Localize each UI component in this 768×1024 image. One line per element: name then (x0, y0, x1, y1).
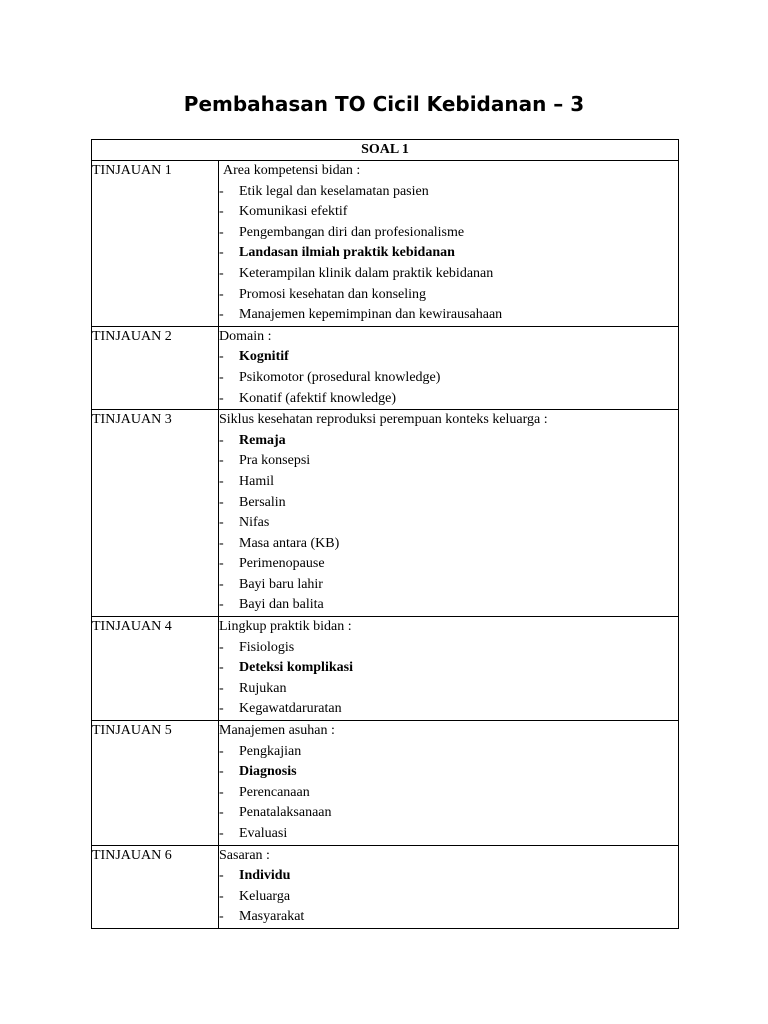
tinjauan-content (219, 410, 679, 617)
list-item-text: Bayi baru lahir (239, 576, 323, 592)
list-item (219, 264, 678, 285)
tinjauan-content (219, 326, 679, 409)
dash-bullet-icon: - (219, 888, 224, 904)
dash-bullet-icon: - (219, 556, 224, 572)
list-item (219, 472, 678, 493)
list-item-answer (219, 347, 678, 368)
dash-bullet-icon: - (219, 576, 224, 592)
list-item-text: Pra konsepsi (239, 453, 311, 469)
section-heading: Siklus kesehatan reproduksi perempuan konteks keluarga : (219, 412, 548, 428)
tinjauan-label: TINJAUAN 1 (92, 161, 219, 327)
list-item-text: Landasan ilmiah praktik kebidanan (239, 245, 455, 261)
dash-bullet-icon: - (219, 805, 224, 821)
dash-bullet-icon: - (219, 224, 224, 240)
list-item-answer (219, 243, 678, 264)
tinjauan-content (219, 161, 679, 327)
list-item-text: Masa antara (KB) (239, 535, 340, 551)
list-item-text: Perencanaan (239, 784, 310, 800)
list-item (219, 389, 678, 410)
list-item-text: Deteksi komplikasi (239, 660, 353, 676)
list-item-text: Individu (239, 868, 291, 884)
list-item-answer (219, 866, 678, 887)
table-row (92, 721, 679, 846)
list-item (219, 679, 678, 700)
dash-bullet-icon: - (219, 265, 224, 281)
list-item (219, 803, 678, 824)
dash-bullet-icon: - (219, 826, 224, 841)
table-header: SOAL 1 (92, 140, 679, 161)
list-item-text: Kegawatdaruratan (239, 701, 342, 717)
list-item (219, 202, 678, 223)
list-item-text: Bersalin (239, 494, 286, 510)
dash-bullet-icon: - (219, 535, 224, 551)
dash-bullet-icon: - (219, 349, 224, 365)
dash-bullet-icon: - (219, 286, 224, 302)
list-item-text: Pengembangan diri dan profesionalisme (239, 224, 465, 240)
section-heading: Lingkup praktik bidan : (219, 619, 352, 635)
dash-bullet-icon: - (219, 307, 224, 323)
dash-bullet-icon: - (219, 453, 224, 469)
item-list (219, 182, 678, 326)
list-item (219, 223, 678, 244)
list-item-text: Rujukan (239, 680, 287, 696)
list-item-text: Keterampilan klinik dalam praktik kebidanan (239, 265, 494, 281)
table-row (92, 410, 679, 617)
tinjauan-content (219, 721, 679, 846)
dash-bullet-icon: - (219, 245, 224, 261)
list-item (219, 783, 678, 804)
dash-bullet-icon: - (219, 743, 224, 759)
list-item-text: Diagnosis (239, 764, 297, 780)
list-item-text: Penatalaksanaan (239, 805, 332, 821)
dash-bullet-icon: - (219, 204, 224, 220)
section-heading: Domain : (219, 328, 272, 344)
table-body (92, 161, 679, 929)
tinjauan-label: TINJAUAN 2 (92, 326, 219, 409)
table-row (92, 161, 679, 327)
page-title: Pembahasan TO Cicil Kebidanan – 3 (183, 92, 585, 116)
dash-bullet-icon: - (219, 494, 224, 510)
tinjauan-content (219, 845, 679, 928)
list-item-text: Evaluasi (239, 826, 288, 841)
list-item (219, 554, 678, 575)
list-item-text: Promosi kesehatan dan konseling (239, 286, 427, 302)
list-item (219, 907, 678, 928)
tinjauan-label: TINJAUAN 5 (92, 721, 219, 846)
dash-bullet-icon: - (219, 183, 224, 199)
item-list (219, 431, 678, 616)
list-item (219, 575, 678, 596)
table-row (92, 326, 679, 409)
tinjauan-label: TINJAUAN 6 (92, 845, 219, 928)
list-item-text: Masyarakat (239, 909, 305, 925)
tinjauan-label: TINJAUAN 3 (92, 410, 219, 617)
dash-bullet-icon: - (219, 680, 224, 696)
section-heading: Sasaran : (219, 847, 270, 863)
list-item-text: Remaja (239, 432, 286, 448)
list-item-text: Pengkajian (239, 743, 302, 759)
dash-bullet-icon: - (219, 868, 224, 884)
list-item-answer (219, 762, 678, 783)
list-item-answer (219, 431, 678, 452)
table-row (92, 617, 679, 721)
section-heading: Manajemen asuhan : (219, 723, 335, 739)
list-item (219, 638, 678, 659)
list-item-text: Fisiologis (239, 639, 295, 655)
soal-table (91, 139, 679, 929)
list-item-text: Etik legal dan keselamatan pasien (239, 183, 429, 199)
list-item-text: Nifas (239, 515, 270, 531)
list-item (219, 451, 678, 472)
list-item (219, 595, 678, 616)
list-item-text: Keluarga (239, 888, 291, 904)
list-item (219, 534, 678, 555)
dash-bullet-icon: - (219, 515, 224, 531)
list-item (219, 182, 678, 203)
dash-bullet-icon: - (219, 909, 224, 925)
list-item-text: Konatif (afektif knowledge) (239, 390, 397, 406)
list-item (219, 824, 678, 845)
item-list (219, 347, 678, 409)
list-item (219, 513, 678, 534)
list-item (219, 285, 678, 306)
tinjauan-label: TINJAUAN 4 (92, 617, 219, 721)
tinjauan-content (219, 617, 679, 721)
dash-bullet-icon: - (219, 764, 224, 780)
list-item-text: Hamil (239, 473, 274, 489)
dash-bullet-icon: - (219, 639, 224, 655)
list-item (219, 742, 678, 763)
dash-bullet-icon: - (219, 660, 224, 676)
dash-bullet-icon: - (219, 369, 224, 385)
list-item (219, 887, 678, 908)
table-row (92, 845, 679, 928)
dash-bullet-icon: - (219, 784, 224, 800)
list-item (219, 699, 678, 720)
item-list (219, 638, 678, 720)
list-item-text: Bayi dan balita (239, 597, 324, 613)
dash-bullet-icon: - (219, 473, 224, 489)
list-item-text: Perimenopause (239, 556, 325, 572)
item-list (219, 742, 678, 845)
section-heading: Area kompetensi bidan : (223, 163, 361, 178)
list-item (219, 493, 678, 514)
list-item-answer (219, 658, 678, 679)
list-item-text: Manajemen kepemimpinan dan kewirausahaan (239, 307, 503, 323)
list-item-text: Psikomotor (prosedural knowledge) (239, 369, 441, 385)
list-item (219, 368, 678, 389)
table-header-row (92, 140, 679, 161)
dash-bullet-icon: - (219, 390, 224, 406)
dash-bullet-icon: - (219, 597, 224, 613)
dash-bullet-icon: - (219, 701, 224, 717)
list-item-text: Komunikasi efektif (239, 204, 348, 220)
list-item-text: Kognitif (239, 349, 289, 365)
item-list (219, 866, 678, 928)
dash-bullet-icon: - (219, 432, 224, 448)
list-item (219, 305, 678, 326)
